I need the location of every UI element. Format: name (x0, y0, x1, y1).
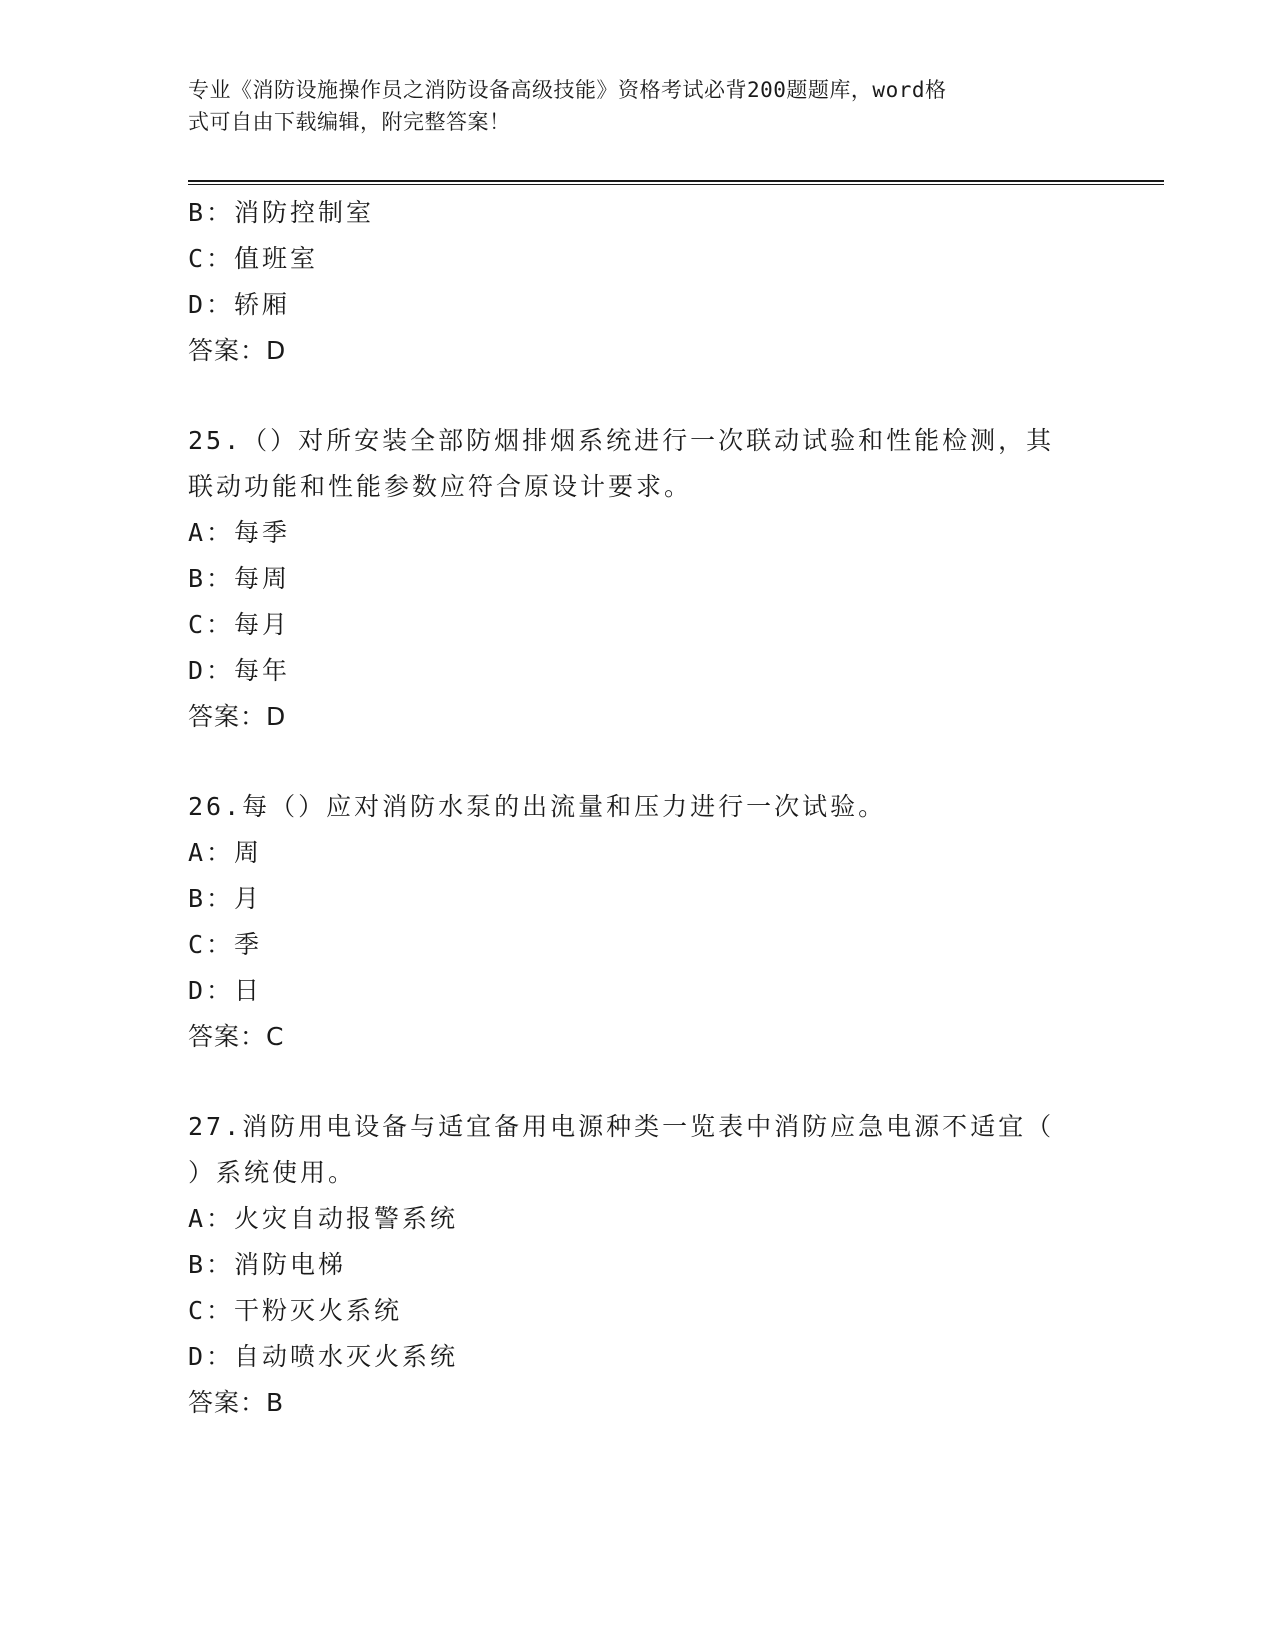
option-c: C：季 (188, 930, 263, 959)
document-header (188, 74, 1068, 138)
question-title-line-1: 26.每（）应对消防水泵的出流量和压力进行一次试验。 (188, 792, 887, 821)
answer-line: 答案：D (188, 702, 287, 731)
option-c: C：干粉灭火系统 (188, 1296, 403, 1325)
header-title-line-1: 专业《消防设施操作员之消防设备高级技能》资格考试必背200题题库，word格 (188, 78, 947, 102)
question-title-line-1: 25.（）对所安装全部防烟排烟系统进行一次联动试验和性能检测，其 (188, 426, 1055, 455)
answer-line: 答案：C (188, 1022, 285, 1051)
header-rule-thick (188, 180, 1164, 182)
question-27 (188, 1104, 1088, 1426)
header-title-line-2: 式可自由下载编辑，附完整答案！ (188, 110, 511, 134)
option-d: D：每年 (188, 656, 291, 685)
spacer (188, 374, 1088, 418)
option-d: D：自动喷水灭火系统 (188, 1342, 459, 1371)
question-title-line-1: 27.消防用电设备与适宜备用电源种类一览表中消防应急电源不适宜（ (188, 1112, 1055, 1141)
question-25 (188, 418, 1088, 740)
spacer (188, 740, 1088, 784)
question-fragment (188, 190, 1088, 374)
option-a: A：火灾自动报警系统 (188, 1204, 459, 1233)
option-b: B：月 (188, 884, 263, 913)
option-b: B：消防电梯 (188, 1250, 347, 1279)
option-a: A：每季 (188, 518, 291, 547)
option-b: B：每周 (188, 564, 291, 593)
answer-line: 答案：D (188, 336, 287, 365)
option-d: D：日 (188, 976, 263, 1005)
question-title-line-2: ）系统使用。 (188, 1158, 357, 1187)
header-rule-thin (188, 184, 1164, 185)
option-a: A：周 (188, 838, 263, 867)
question-title-line-2: 联动功能和性能参数应符合原设计要求。 (188, 472, 693, 501)
question-list (188, 190, 1088, 1426)
spacer (188, 1060, 1088, 1104)
option-b: B：消防控制室 (188, 198, 375, 227)
option-d: D：轿厢 (188, 290, 291, 319)
option-c: C：每月 (188, 610, 291, 639)
answer-line: 答案：B (188, 1388, 285, 1417)
option-c: C：值班室 (188, 244, 319, 273)
question-26 (188, 784, 1088, 1060)
